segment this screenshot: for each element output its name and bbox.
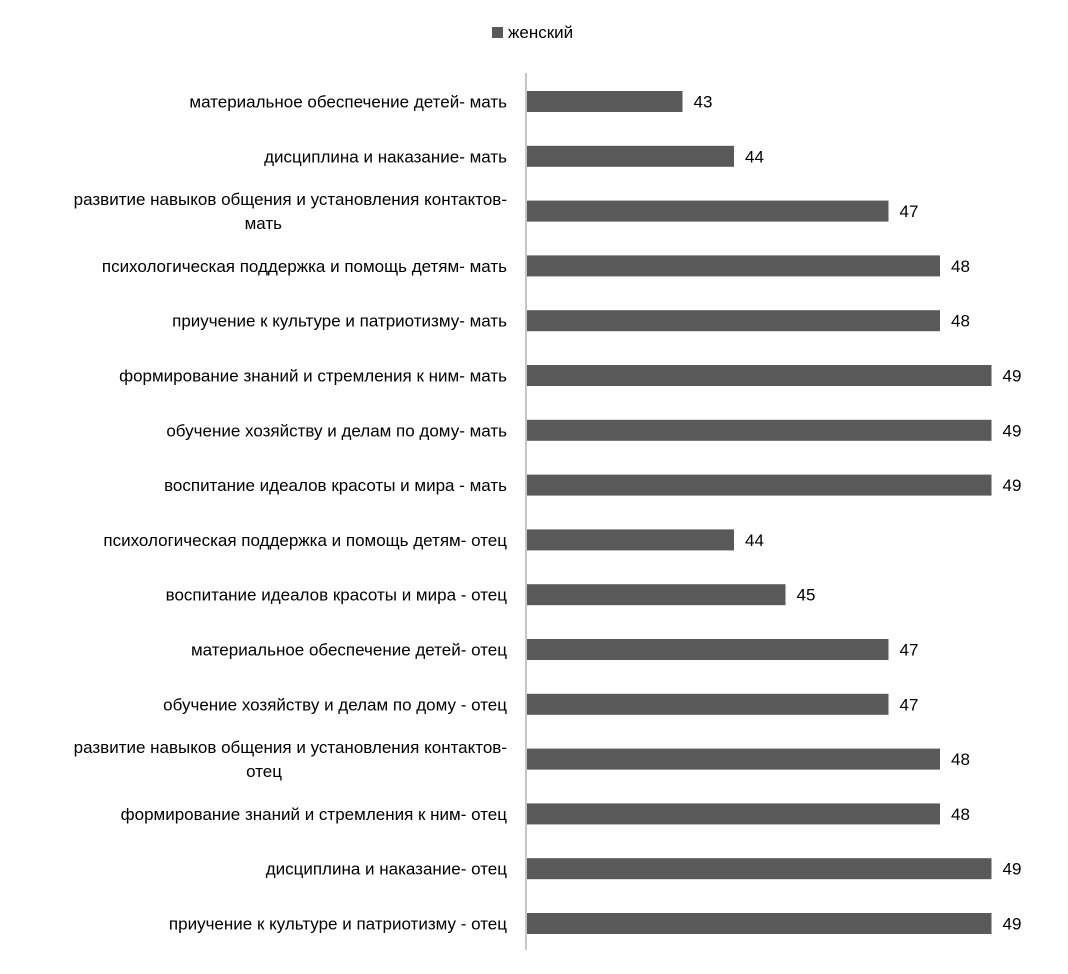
category-label-line: мать	[244, 214, 282, 234]
category-label: приучение к культуре и патриотизму- мать	[172, 311, 507, 331]
category-label: психологическая поддержка и помощь детям- отец	[103, 530, 507, 550]
category-label: дисциплина и наказание- отец	[265, 859, 507, 879]
data-label: 49	[1002, 476, 1022, 496]
data-label: 45	[796, 585, 816, 605]
category-label: обучение хозяйству и делам по дому- мать	[166, 421, 507, 441]
data-label: 43	[693, 92, 713, 112]
data-label: 48	[951, 804, 970, 824]
bar	[527, 255, 940, 276]
data-label: 47	[899, 202, 919, 222]
category-label: воспитание идеалов красоты и мира - отец	[165, 585, 507, 605]
legend	[492, 23, 573, 42]
data-label: 49	[1002, 914, 1022, 934]
category-label: материальное обеспечение детей- мать	[189, 92, 507, 112]
category-label	[74, 738, 507, 781]
category-label: приучение к культуре и патриотизму - отец	[168, 914, 507, 934]
category-label: материальное обеспечение детей- отец	[190, 640, 507, 660]
data-label: 47	[899, 640, 919, 660]
category-label-line: отец	[246, 762, 282, 782]
category-label-line: развитие навыков общения и установления контактов-	[73, 738, 507, 758]
bar	[527, 639, 889, 660]
data-label: 48	[951, 311, 970, 331]
bar	[527, 913, 992, 934]
category-label: воспитание идеалов красоты и мира - мать	[164, 476, 507, 496]
bar	[527, 475, 992, 496]
data-label: 49	[1002, 859, 1022, 879]
bar	[527, 858, 992, 879]
bar	[527, 749, 940, 770]
category-label	[74, 190, 507, 233]
bar	[527, 91, 683, 112]
bar	[527, 803, 940, 824]
bar	[527, 146, 734, 167]
legend-label: женский	[508, 23, 574, 42]
category-label-line: развитие навыков общения и установления контактов-	[73, 190, 507, 210]
data-label: 48	[951, 256, 970, 276]
bar	[527, 201, 889, 222]
category-label: формирование знаний и стремления к ним- мать	[119, 366, 507, 386]
bar	[527, 420, 992, 441]
bar	[527, 529, 734, 550]
bar	[527, 310, 940, 331]
bar	[527, 584, 786, 605]
bar	[527, 365, 992, 386]
data-label: 49	[1002, 366, 1022, 386]
legend-swatch	[492, 27, 503, 38]
plot-area	[74, 91, 1022, 934]
category-label: обучение хозяйству и делам по дому - отец	[163, 695, 507, 715]
data-label: 47	[899, 695, 919, 715]
bar	[527, 694, 889, 715]
category-label: психологическая поддержка и помощь детям- мать	[101, 256, 507, 276]
data-label: 49	[1002, 421, 1022, 441]
data-label: 44	[745, 530, 764, 550]
data-label: 48	[951, 750, 970, 770]
category-label: формирование знаний и стремления к ним- отец	[120, 804, 507, 824]
data-label: 44	[745, 147, 764, 167]
category-label: дисциплина и наказание- мать	[264, 147, 507, 167]
